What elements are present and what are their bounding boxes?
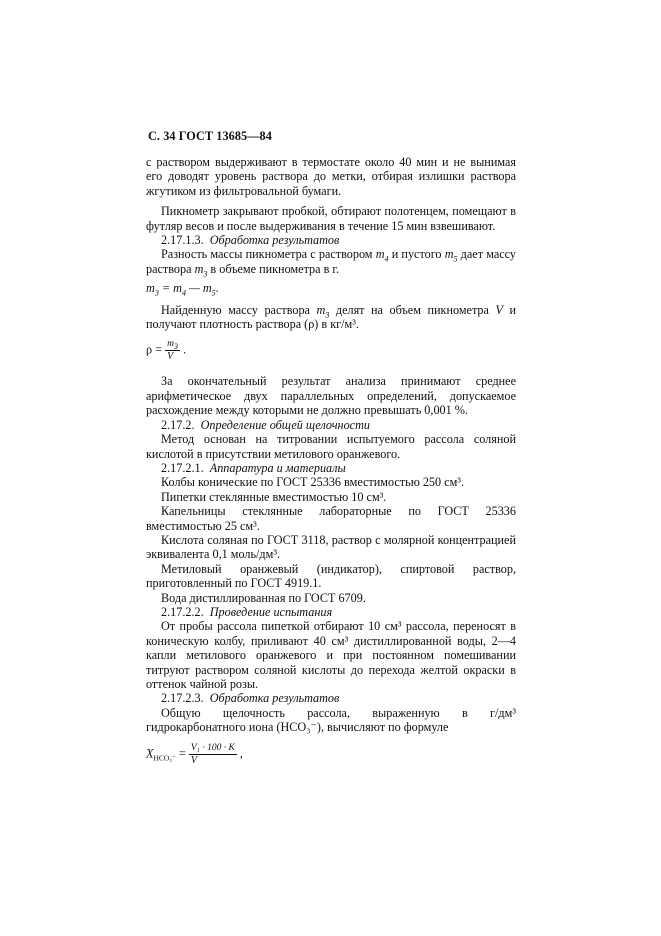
section-number: 2.17.2.: [161, 417, 195, 432]
subscript: 4: [384, 254, 389, 264]
formula-density: [146, 339, 516, 362]
fraction: [189, 743, 237, 766]
section-title: Проведение испытания: [209, 604, 333, 619]
text-run: в объеме пикнометра в г.: [207, 261, 340, 276]
paragraph: Пикнометр закрывают пробкой, обтирают полотенцем, помещают в футляр весов и после выдерживания в течение 15 мин взвешивают.: [146, 204, 516, 233]
paragraph: За окончательный результат анализа принимают среднее арифметическое двух параллельных определений, допускаемое расхождение между которыми не должно превышать 0,001 %.: [146, 374, 516, 418]
formula-part: .: [215, 281, 219, 296]
formula-part: =: [175, 745, 189, 760]
paragraph: Метиловый оранжевый (индикатор), спиртовой раствор, приготовленный по ГОСТ 4919.1.: [146, 561, 516, 591]
subscript: 5: [453, 254, 458, 264]
subscript: 3: [154, 288, 159, 298]
section-number: 2.17.2.2.: [161, 604, 204, 619]
subscript: 4: [181, 288, 186, 298]
section-title: Аппаратура и материалы: [209, 460, 346, 475]
formula-part: = m: [158, 281, 182, 296]
section-number: 2.17.2.3.: [161, 691, 204, 706]
formula-part: m: [146, 281, 155, 296]
formula-mass: [146, 281, 516, 298]
paragraph: Капельницы стеклянные лабораторные по ГОСТ 25336 вместимостью 25 см³.: [146, 504, 516, 533]
subscript: HCO₃⁻: [153, 753, 176, 763]
paragraph: От пробы рассола пипеткой отбирают 10 см³ рассола, переносят в коническую колбу, приливают 40 см³ дистиллированной воды, 2—4 капли метилового оранжевого и при постоянном помешивании титруют раствором соляной кислоты до перехода желтой окраски в оттенок чайной розы.: [146, 619, 516, 691]
formula-part: — m: [185, 281, 212, 296]
paragraph: Колбы конические по ГОСТ 25336 вместимостью 250 см³.: [161, 475, 464, 490]
text-run: и получают плотность раствора (ρ) в кг/м³.: [146, 302, 516, 332]
denominator: V: [167, 351, 174, 363]
formula-part: ρ =: [146, 342, 166, 357]
numerator: V₁ · 100 · K: [190, 742, 235, 753]
subscript: 3: [173, 342, 178, 352]
text-run: делят на объем пикнометра: [329, 302, 496, 317]
fraction: [165, 339, 180, 362]
subscript: 3: [203, 269, 208, 279]
page-header: С. 34 ГОСТ 13685—84: [148, 129, 272, 143]
paragraph: Пипетки стеклянные вместимостью 10 см³.: [161, 489, 387, 504]
numerator: m: [167, 339, 174, 350]
paragraph: Найденную массу раствора $m_3$ делят на объем пикнометра V и получают плотность раствора (ρ) в кг/м³.: [146, 302, 516, 332]
text-run: дает массу раствора: [146, 247, 517, 276]
formula-part: X: [146, 745, 154, 760]
paragraph: Кислота соляная по ГОСТ 3118, раствор с молярной концентрацией эквивалента 0,1 моль/дм³.: [146, 532, 516, 562]
formula-alkalinity: [146, 743, 516, 766]
paragraph: Метод основан на титровании испытуемого рассола соляной кислотой в присутствии метилового оранжевого.: [146, 432, 516, 461]
subscript: 3: [325, 310, 330, 320]
section-number: 2.17.2.1.: [161, 460, 204, 475]
section-heading: [146, 418, 516, 432]
section-heading: [146, 605, 516, 619]
paragraph: Разность массы пикнометра с раствором $m_4$ и пустого $m_5$ дает массу раствора $m_3$ в объеме пикнометра в г.: [146, 247, 517, 279]
section-heading: [146, 233, 516, 247]
section-heading: [146, 691, 516, 705]
paragraph: Вода дистиллированная по ГОСТ 6709.: [161, 590, 366, 605]
subscript: 5: [211, 288, 216, 298]
denominator: V: [190, 754, 197, 766]
paragraph: с раствором выдерживают в термостате около 40 мин и не вынимая его доводят уровень раствора до метки, отбирая излишки раствора жгутиком из фильтровальной бумаги.: [146, 155, 516, 198]
text-run: и пустого: [388, 247, 445, 262]
section-title: Обработка результатов: [209, 691, 340, 706]
section-number: 2.17.1.3.: [161, 233, 204, 248]
formula-part: ,: [236, 745, 243, 760]
section-title: Обработка результатов: [209, 233, 340, 248]
text-run: Найденную массу раствора: [161, 302, 317, 317]
paragraph: Общую щелочность рассола, выраженную в г/дм³ гидрокарбонатного иона (HCO₃⁻), вычисляют по формуле: [146, 705, 516, 735]
section-heading: [146, 461, 516, 475]
formula-part: .: [179, 342, 187, 357]
section-title: Определение общей щелочности: [200, 417, 370, 432]
text-run: Разность массы пикнометра с раствором: [161, 247, 376, 262]
page-body: [146, 155, 516, 766]
